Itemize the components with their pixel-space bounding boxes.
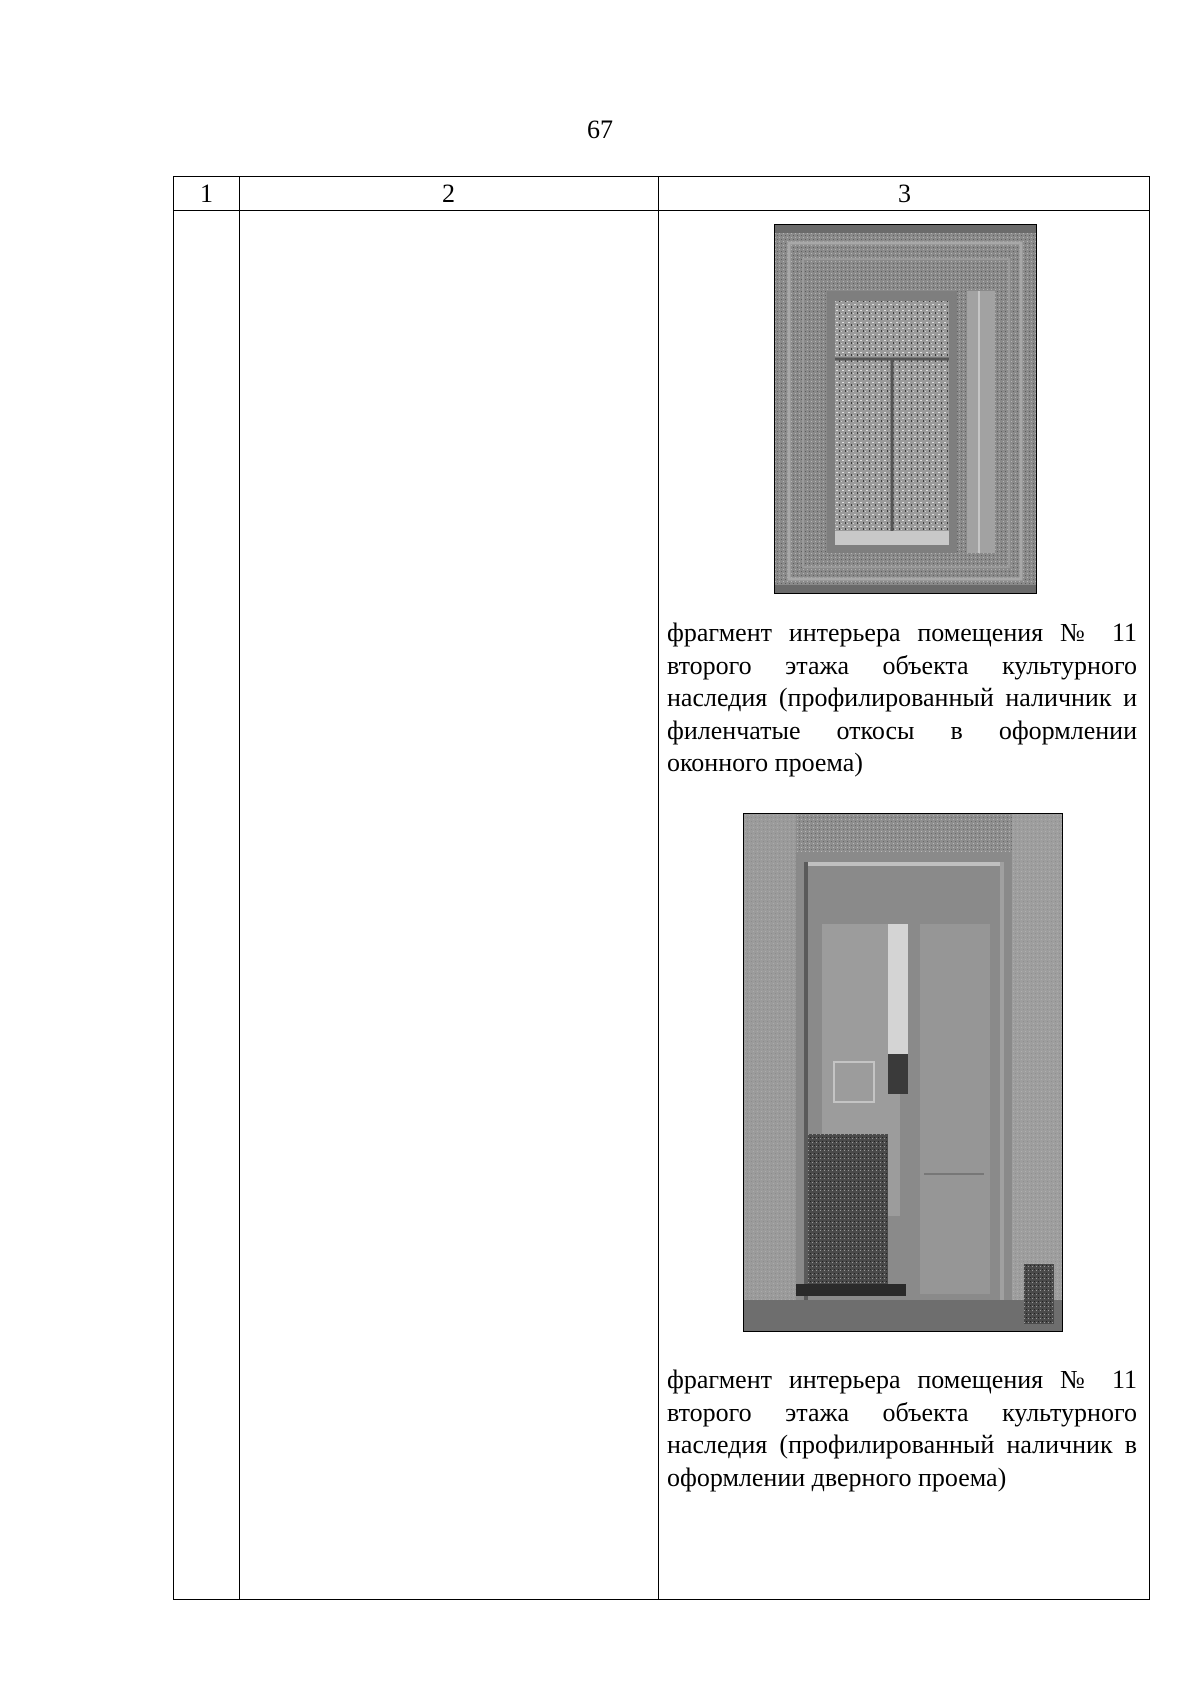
table-header-row [174, 177, 1149, 211]
column-divider-2 [658, 177, 659, 1599]
table-header-col-3: 3 [898, 179, 911, 208]
column-divider-1 [239, 177, 240, 1599]
doorway-photo [743, 813, 1063, 1332]
photo-caption-2: фрагмент интерьера помещения № 11 второго этажа объекта культурного наследия (профилированный наличник в оформлении дверного проема) [667, 1365, 1137, 1492]
table-header-col-1: 1 [200, 179, 213, 208]
window-photo [774, 224, 1037, 594]
photo-caption-1: фрагмент интерьера помещения № 11 второго этажа объекта культурного наследия (профилированный наличник и филенчатые откосы в оформлении оконного проема) [667, 618, 1137, 777]
page-number: 67 [587, 115, 613, 144]
table-header-col-2: 2 [442, 179, 455, 208]
